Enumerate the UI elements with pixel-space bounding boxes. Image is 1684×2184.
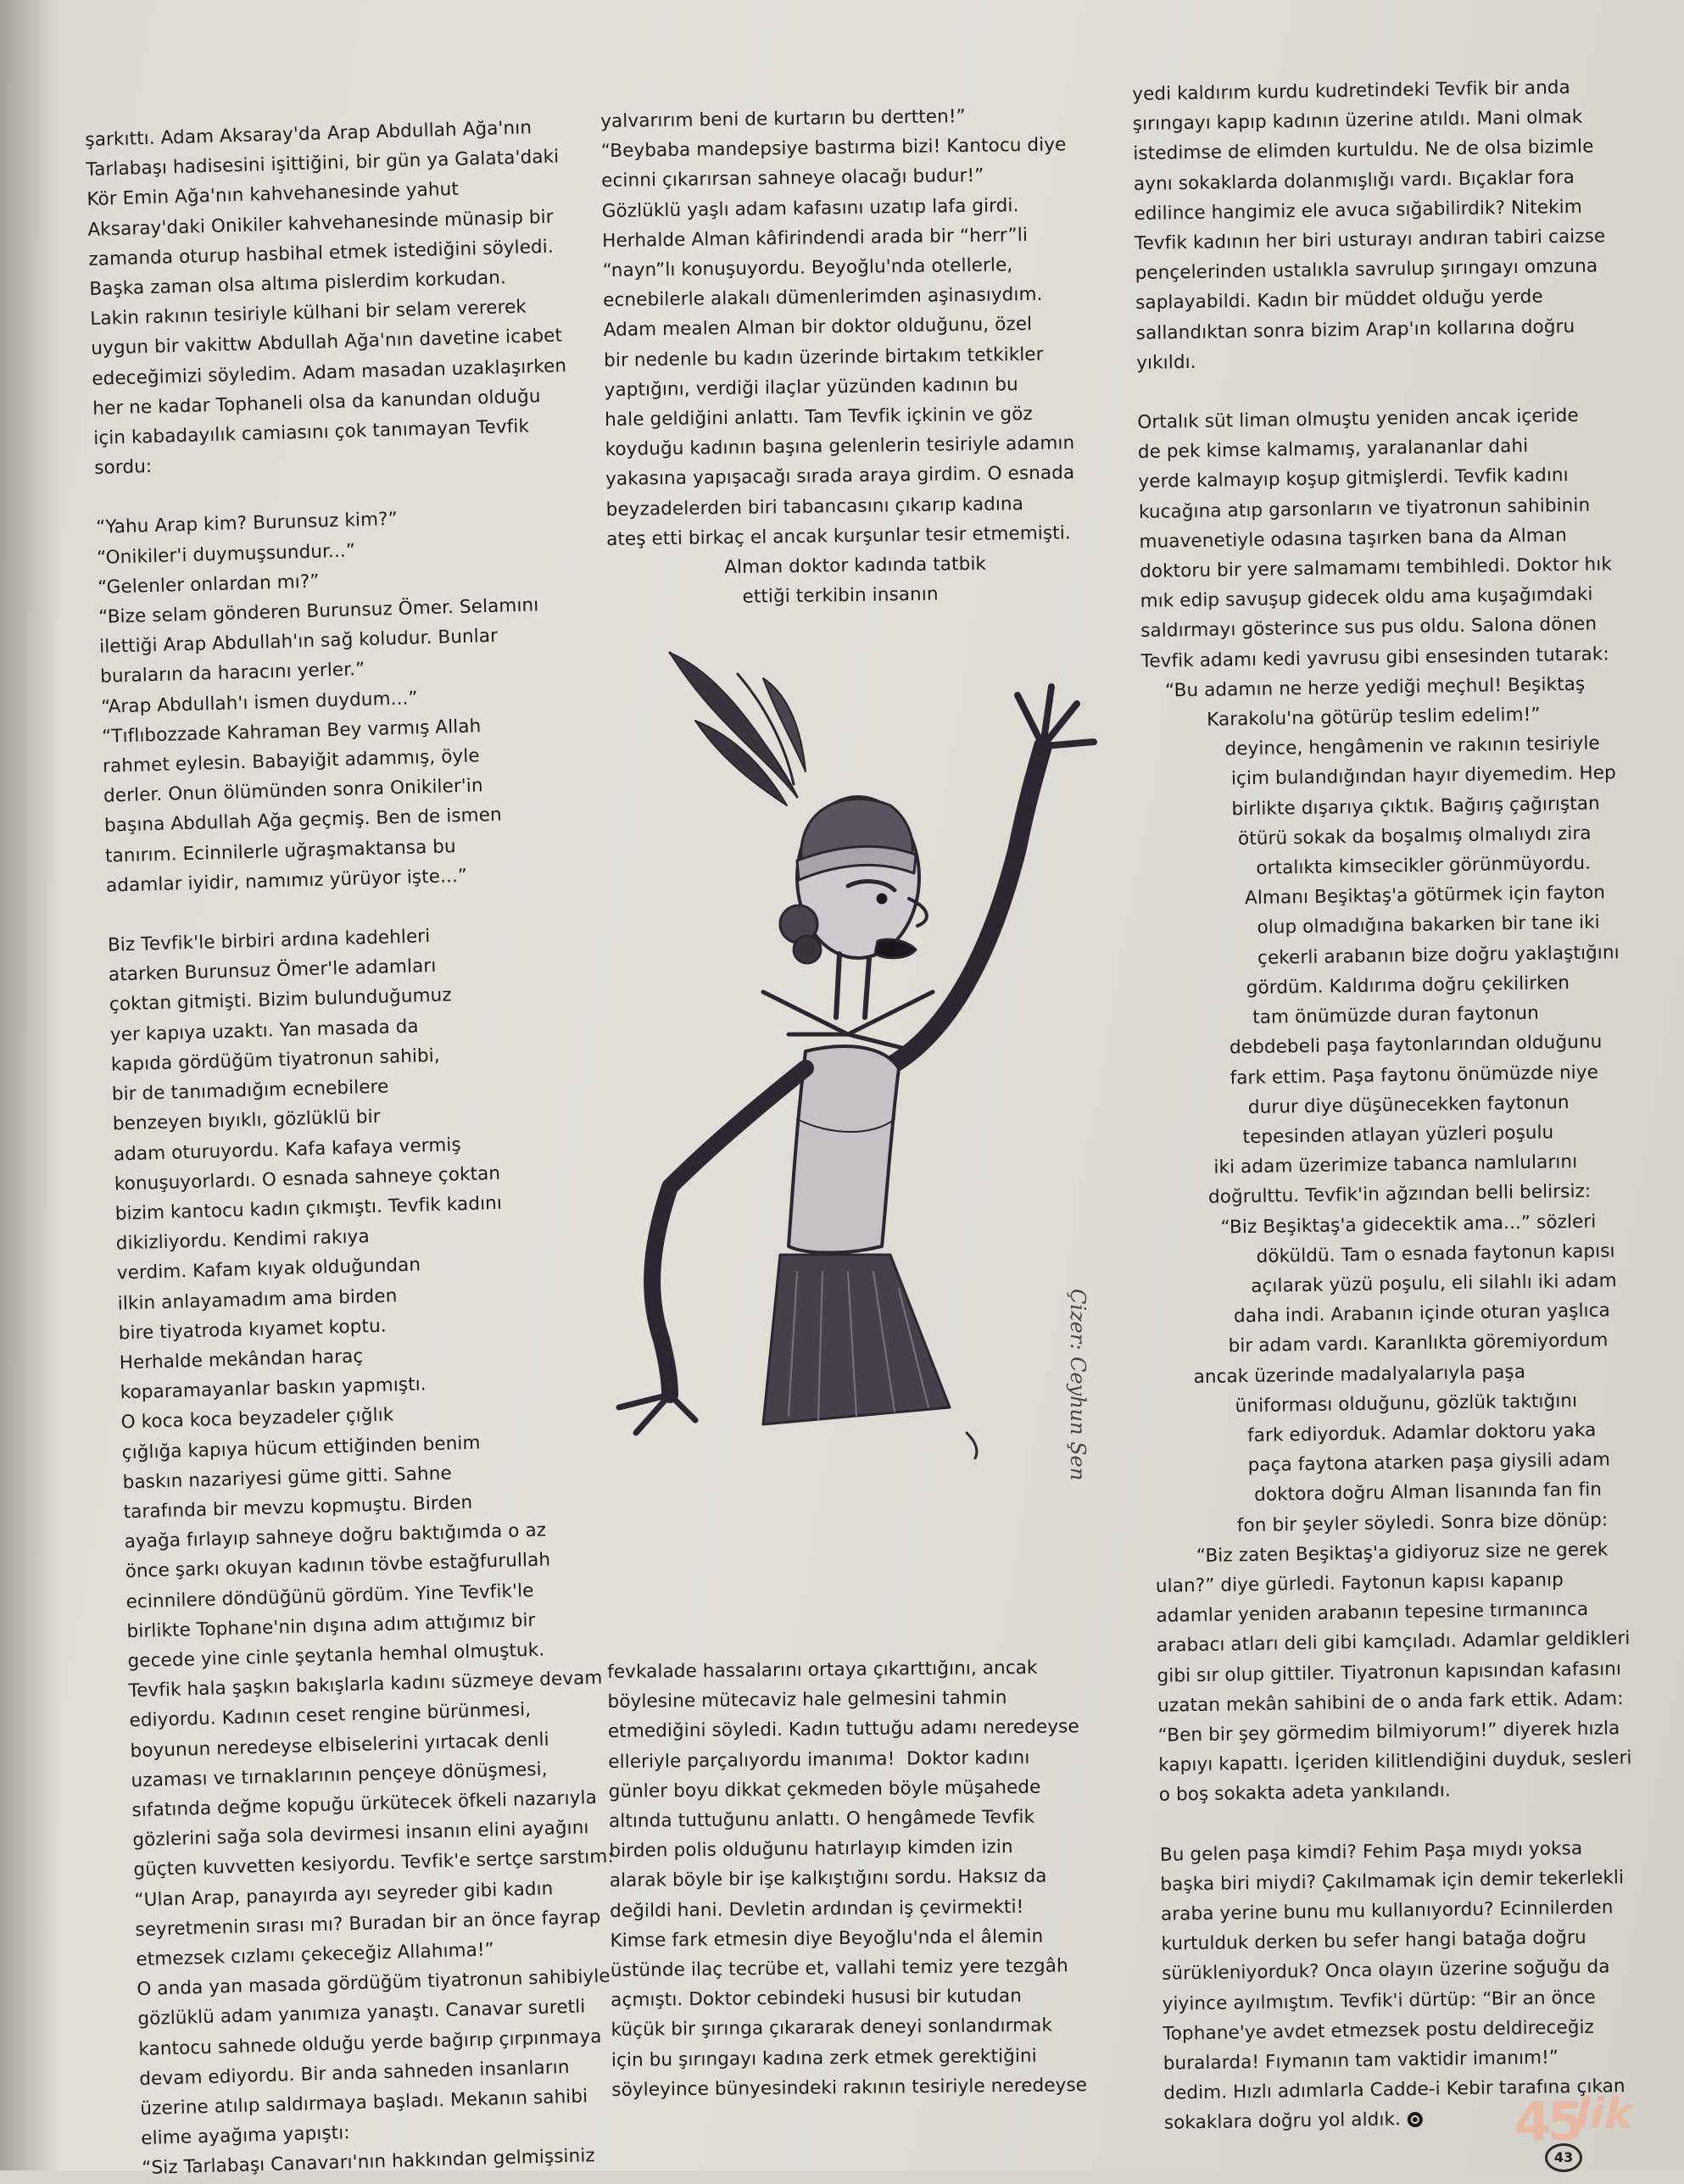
text-line: Tevfik adamı kedi yavrusu gibi ensesinden tutarak: [1140, 643, 1609, 672]
text-line: O anda yan masada gördüğüm tiyatronun sahibiyle [137, 1965, 611, 2001]
text-line: böylesine mütecaviz hale gelmesini tahmin [607, 1687, 1007, 1713]
text-line: sordu: [93, 456, 153, 480]
text-line: uzatan mekân sahibini de o anda fark ettik. Adam: [1157, 1687, 1624, 1717]
text-line: fark ediyorduk. Adamlar doktoru yaka [1152, 1419, 1597, 1448]
text-line: bire tiyatroda kıyamet koptu. [118, 1315, 388, 1345]
text-line: güçten kuvvetten kesiyordu. Tevfik'e sertçe sarstım: [133, 1846, 615, 1881]
text-line: sıfatında değme kopuğu ürkütecek öfkeli nazarıyla [131, 1786, 598, 1822]
text-line: uygun bir vakittw Abdullah Ağa'nın davetine icabet [91, 325, 563, 360]
text-line: Adam mealen Alman bir doktor olduğunu, özel [603, 314, 1033, 342]
page-number: 43 [1545, 2143, 1582, 2172]
text-line: birlikte dışarıya çıktık. Bağırış çağırıştan [1143, 793, 1601, 822]
text-line: seyretmenin sırası mı? Buradan bir an önce fayrap [135, 1906, 601, 1941]
text-line: Herhalde Alman kâfirindendi arada bir “herr”li [602, 224, 1029, 252]
text-line: adamlar yeniden arabanın tepesine tırmanınca [1156, 1598, 1589, 1627]
text-line: söyleyince bünyesindeki rakının tesiriyle neredeyse [611, 2074, 1088, 2101]
text-line: uzaması ve tırnaklarının pençeye dönüşmesi, [131, 1758, 548, 1791]
text-line: Biz Tevfik'le birbiri ardına kadehleri [107, 926, 431, 956]
text-line: birlikte Tophane'nin dışına adım attığımız bir [126, 1609, 536, 1643]
text-line: saldırmayı gösterince sus pus oldu. Salona dönen [1140, 613, 1598, 643]
text-line: rahmet eylesin. Babayiğit adammış, öyle [102, 745, 481, 777]
text-line: şarkıttı. Adam Aksaray'da Arap Abdullah Ağa'nın [85, 117, 533, 151]
text-line: paça faytona atarken paşa giysili adam [1153, 1449, 1611, 1478]
text-line: yaptığını, verdiği ilaçlar yüzünden kadının bu [604, 373, 1018, 401]
text-line: Alman doktor kadında tatbik [606, 553, 987, 580]
text-line: çoktan gitmişti. Bizim bulunduğumuz [109, 984, 453, 1017]
text-line: için bu şırıngayı kadına zerk etmek gerektiğini [611, 2045, 1037, 2071]
text-line: Herhalde mekândan haraç [119, 1346, 364, 1374]
text-line: zamanda oturup hasbihal etmek istediğini söyledi. [88, 236, 555, 270]
logo-number: 45 [1514, 2091, 1581, 2153]
text-line: deyince, hengâmenin ve rakının tesiriyle [1142, 733, 1600, 762]
text-line: aynı sokaklarda dolanmışlığı vardı. Bıçaklar fora [1133, 166, 1575, 195]
text-line: muavenetiyle odasına taşırken bana da Alman [1139, 524, 1568, 553]
illustration-credit: Çizer: Ceyhun Şen [1066, 1289, 1090, 1481]
text-line: “Tıflıbozzade Kahraman Bey varmış Allah [101, 716, 482, 748]
text-line: atarken Burunsuz Ömer'le adamları [108, 956, 437, 986]
text-line: Bu gelen paşa kimdi? Fehim Paşa mıydı yoksa [1159, 1837, 1583, 1866]
logo-word: lik [1575, 2089, 1633, 2138]
text-line: tepesinden atlayan yüzleri poşulu [1148, 1122, 1554, 1150]
text-line: ettiği terkibin insanın [606, 583, 939, 610]
text-line: ayağa fırlayıp sahneye doğru baktığımda o az [124, 1519, 547, 1553]
text-line: boyunun neredeyse elbiselerini yırtacak denli [130, 1729, 549, 1762]
text-line: “Onikiler'i duymuşsundur...” [96, 539, 356, 569]
text-column-middle-bottom [607, 1652, 1129, 2105]
text-line: iki adam üzerimize tabanca namlularını [1148, 1151, 1578, 1179]
text-line: konuşuyorlardı. O esnada sahneye çoktan [114, 1162, 501, 1195]
text-line: ecnebilerle alakalı dümenlerimden aşinasıydım. [603, 283, 1043, 312]
text-line: önce şarkı okuyan kadının tövbe estağfurullah [125, 1549, 551, 1583]
text-line: dedim. Hızlı adımlarla Cadde-i Kebir tarafına çıkan [1163, 2075, 1625, 2104]
text-line: üzerine atılıp saldırmaya başladı. Mekanın sahibi [140, 2086, 588, 2120]
text-line: “Beybaba mandepsiye bastırma bizi! Kantocu diye [600, 134, 1067, 163]
text-line: elime ayağıma yapıştı: [140, 2122, 350, 2150]
text-line: araba yerine bunu mu kullanıyordu? Ecinnilerden [1160, 1897, 1614, 1925]
text-line: istedimse de elimden kurtuldu. Ne de olsa bizimle [1133, 136, 1594, 165]
text-line: Lakin rakının tesiriyle külhani bir selam vererek [90, 296, 527, 331]
text-line: değildi hani. Devletin ardından iş çevirmekti! [610, 1896, 1024, 1922]
text-line: sallandıktan sonra bizim Arap'ın kollarına doğru [1135, 315, 1575, 344]
text-line: koyduğu kadının başına gelenlerin tesiriyle adamın [605, 432, 1075, 461]
text-line: tarafında bir mevzu kopmuştu. Birden [123, 1491, 473, 1524]
text-line: beyzadelerden biri tabancasını çıkarıp kadına [605, 493, 1024, 521]
text-line: o boş sokakta adeta yankılandı. [1158, 1780, 1452, 1807]
text-line: bir nedenle bu kadın üzerinde birtakım tetkikler [604, 343, 1044, 371]
text-line: Aksaray'daki Onikiler kahvehanesinde münasip bir [87, 206, 554, 241]
text-line: “Arap Abdullah'ı ismen duydum...” [100, 687, 419, 718]
text-line: çekerli arabanın bize doğru yaklaştığını [1146, 941, 1620, 971]
text-line: yiyince ayılmıştım. Tevfik'i dürtüp: “Bir an önce [1162, 1986, 1596, 2015]
text-line: “nayn”lı konuşuyordu. Beyoğlu'nda otellerle, [602, 254, 1013, 281]
text-line: Tevfik hala şaşkın bakışlarla kadını süzmeye devam [128, 1667, 603, 1702]
text-line: Başka zaman olsa altıma pislerdim korkudan. [89, 267, 507, 300]
text-line: altında tuttuğunu anlattı. O hengâmede Tevfik [608, 1806, 1035, 1833]
text-line: “Bu adamın ne herze yediği meçhul! Beşiktaş [1141, 673, 1586, 702]
text-line: fark ettim. Paşa faytonu önümüzde niye [1147, 1061, 1599, 1090]
text-line: kapıda gördüğüm tiyatronun sahibi, [110, 1045, 441, 1076]
text-line: kurtulduk derken bu sefer hangi batağa doğru [1161, 1927, 1586, 1955]
text-line: şırıngayı kapıp kadının üzerine atıldı. Mani olmak [1132, 106, 1583, 136]
text-line: durur diye düşünecekken faytonun [1147, 1091, 1570, 1120]
text-line: başka biri miydi? Çakılmamak için demir tekerlekli [1160, 1866, 1625, 1896]
text-line: bizim kantocu kadın çıkmıştı. Tevfik kadını [114, 1192, 503, 1225]
text-line: Kimse fark etmesin diye Beyoğlu'nda el âlemin [610, 1925, 1044, 1952]
text-line: ilettiği Arap Abdullah'ın sağ koludur. Bunlar [98, 625, 499, 659]
text-line: Gözlüklü yaşlı adam kafasını uzatıp lafa girdi. [601, 194, 1019, 222]
text-line: yıkıldı. [1136, 351, 1196, 374]
text-line: etmezsek cızlamı çekeceğiz Allahıma!” [136, 1939, 495, 1971]
text-line: devam ediyordu. Bir anda sahneden insanların [139, 2056, 570, 2090]
text-line: açılarak yüzü poşulu, eli silahlı iki adam [1151, 1270, 1617, 1299]
text-line: “Bize selam gönderen Burunsuz Ömer. Selamını [98, 594, 539, 628]
text-line: üstünde ilaç tecrübe et, vallahi temiz yere tezgâh [610, 1955, 1068, 1982]
text-line: için kabadayılık camiasını çok tanımayan Tevfik [92, 415, 530, 449]
text-line: başına Abdullah Ağa geçmiş. Ben de ismen [103, 805, 503, 838]
text-line: olup olmadığına bakarken bir tane iki [1145, 911, 1600, 941]
text-line: Tophane'ye avdet etmezsek postu deldireceğiz [1163, 2016, 1595, 2045]
text-line: çığlığa kapıya hücum ettiğinden benim [121, 1432, 481, 1463]
text-line: Tarlabaşı hadisesini işittiğini, bir gün ya Galata'daki [86, 146, 560, 181]
text-line: “Biz zaten Beşiktaş'a gidiyoruz size ne gerek [1155, 1539, 1609, 1568]
text-line: Karakolu'na götürüp teslim edelim!” [1141, 704, 1541, 732]
text-line: birden polis olduğunu hatırlayıp kimden izin [609, 1836, 1013, 1863]
text-line: edeceğimizi söyledim. Adam masadan uzaklaşırken [92, 354, 567, 390]
text-line: yerde kalmayıp koşup gitmişlerdi. Tevfik kadını [1138, 465, 1569, 493]
text-line: doğrulttu. Tevfik'in ağzından belli belirsiz: [1149, 1180, 1592, 1210]
end-marker-icon [1408, 2112, 1423, 2127]
text-line: açmıştı. Doktor cebindeki hususi bir kutudan [611, 1986, 1023, 2012]
text-line: gördüm. Kaldırıma doğru çekilirken [1146, 972, 1570, 1000]
text-line: tanırım. Ecinnilerle uğraşmaktansa bu [104, 835, 457, 867]
text-line: “Ben bir şey görmedim bilmiyorum!” diyerek hızla [1157, 1718, 1620, 1747]
text-line: ilkin anlayamadım ama birden [117, 1284, 398, 1314]
text-line: debdebeli paşa faytonlarından olduğunu [1146, 1031, 1603, 1061]
text-line: ateş etti birkaç el ancak kurşunlar tesir etmemişti. [605, 522, 1071, 550]
text-line: baskın nazariyesi güme gitti. Sahne [122, 1462, 453, 1494]
text-line: döküldü. Tam o esnada faytonun kapısı [1150, 1240, 1615, 1269]
text-line: Almanı Beşiktaş'a götürmek için fayton [1145, 882, 1606, 911]
text-line: üniforması olduğunu, gözlük taktığını [1152, 1390, 1578, 1418]
text-line: her ne kadar Tophaneli olsa da kanundan olduğu [92, 385, 541, 420]
text-line: kucağına atıp garsonların ve tiyatronun sahibinin [1138, 494, 1591, 523]
text-line: bir de tanımadığım ecnebilere [111, 1076, 389, 1106]
text-line: “Siz Tarlabaşı Canavarı'nın hakkından gelmişsiniz [141, 2145, 596, 2180]
text-line: derler. Onun ölümünden sonra Onikiler'in [103, 775, 483, 807]
text-line: gözlerini sağa sola devirmesi insanın elini ayağını [132, 1817, 589, 1852]
text-line: alarak böyle bir işe kalkıştığını sordu. Haksız da [609, 1866, 1047, 1892]
text-line: edilince hangimiz ele avuca sığabilirdik? Nitekim [1134, 196, 1582, 225]
binding-shadow [0, 0, 59, 2170]
text-line: gözlüklü adam yanımıza yanaştı. Canavar suretli [137, 1996, 586, 2031]
text-line: “Ulan Arap, panayırda ayı seyreder gibi kadın [134, 1877, 554, 1911]
text-column-middle-top [600, 99, 1133, 614]
text-line: de pek kimse kalmamış, yaralananlar dahi [1137, 435, 1529, 464]
text-line: mık edip savuşup gidecek oldu ama kuşağımdaki [1140, 583, 1593, 613]
text-line: O koca koca beyzadeler çığlık [120, 1404, 394, 1434]
text-line: ecinnilere döndüğünü gördüm. Yine Tevfik'le [125, 1580, 534, 1613]
text-line: ulan?” diye gürledi. Faytonun kapısı kapanıp [1155, 1569, 1564, 1597]
text-line: arabacı atları deli gibi kamçıladı. Adamlar geldikleri [1156, 1628, 1631, 1658]
text-line: adamlar iyidir, namımız yürüyor işte...” [105, 865, 468, 897]
text-line: etmediğini söyledi. Kadın tuttuğu adamı neredeyse [607, 1716, 1079, 1743]
text-line: ötürü sokak da boşalmış olmalıydı zira [1143, 822, 1592, 851]
text-line: kapıyı kapattı. İçeriden kilitlendiğini duyduk, sesleri [1158, 1747, 1632, 1776]
text-line: ecinni çıkarırsan sahneye olacağı budur!” [601, 165, 984, 192]
text-line: dikizliyordu. Kendimi rakıya [115, 1226, 371, 1255]
text-line: ortalıkta kimsecikler görünmüyordu. [1144, 852, 1592, 881]
text-line: elleriyle parçalıyordu imanıma! Doktor kadını [608, 1747, 1030, 1773]
text-line: hale geldiğini anlattı. Tam Tevfik içkinin ve göz [604, 403, 1033, 431]
text-line: pençelerinden ustalıkla savrulup şırıngayı omzuna [1135, 255, 1598, 285]
text-line: fevkalade hassalarını ortaya çıkarttığını, ancak [607, 1657, 1038, 1683]
text-line: adam oturuyordu. Kafa kafaya vermiş [113, 1134, 462, 1166]
text-line: tam önümüzde duran faytonun [1146, 1002, 1540, 1030]
text-line: kantocu sahnede olduğu yerde bağırıp çırpınmaya [138, 2025, 602, 2060]
text-line: gecede yine cinle şeytanla hemhal olmuştuk. [127, 1639, 545, 1673]
text-line: yalvarırım beni de kurtarın bu dertten!” [600, 105, 967, 132]
text-line: içim bulandığından hayır diyemedim. Hep [1142, 762, 1616, 792]
text-line: benzeyen bıyıklı, gözlüklü bir [112, 1106, 381, 1135]
text-line: Ortalık süt liman olmuştu yeniden ancak içeride [1137, 404, 1579, 433]
text-column-right [1132, 72, 1673, 2139]
text-line: saplayabildi. Kadın bir müddet olduğu yerde [1135, 286, 1543, 315]
text-line: Kör Emin Ağa'nın kahvehanesinde yahut [86, 179, 460, 211]
text-line: ancak üzerinde madalyalarıyla paşa [1151, 1361, 1526, 1389]
text-line: yedi kaldırım kurdu kudretindeki Tevfik bir anda [1132, 76, 1571, 105]
text-line: sürükleniyorduk? Onca olayın üzerine soğuğu da [1161, 1956, 1610, 1986]
text-line: gibi sır olup gittiler. Tiyatronun kapısından kafasını [1157, 1658, 1622, 1687]
illustration-dancing-woman [594, 593, 1136, 1543]
text-line: “Biz Beşiktaş'a gidecektik ama...” sözleri [1150, 1211, 1597, 1240]
text-line: ediyordu. Kadının ceset rengine bürünmesi, [129, 1699, 532, 1732]
text-line: “Yahu Arap kim? Burunsuz kim?” [95, 509, 399, 539]
text-line: küçük bir şırınga çıkararak deneyi sonlandırmak [611, 2014, 1053, 2042]
text-line: günler boyu dikkat çekmeden böyle müşahede [608, 1776, 1041, 1802]
text-line: yer kapıya uzaktı. Yan masada da [109, 1016, 420, 1046]
text-line: fon bir şeyler söyledi. Sonra bize dönüp: [1154, 1508, 1609, 1538]
text-line: “Gelenler onlardan mı?” [97, 571, 320, 599]
text-line: yakasına yapışacağı sırada araya girdim. O esnada [605, 462, 1075, 491]
text-line: daha indi. Arabanın içinde oturan yaşlıca [1151, 1300, 1611, 1329]
text-line: buralarda! Fıymanın tam vaktidir imanım!” [1163, 2047, 1559, 2075]
magazine-logo [1508, 2089, 1677, 2165]
text-line: buraların da haracını yerler.” [99, 659, 365, 688]
text-line: doktoru bir yere salmamamı tembihledi. Doktor hık [1139, 554, 1613, 582]
text-line: sokaklara doğru yol aldık. [1164, 2101, 1673, 2139]
text-line: bir adam vardı. Karanlıkta göremiyordum [1151, 1329, 1609, 1359]
text-column-left [85, 111, 651, 2183]
text-line: Tevfik kadının her biri usturayı andıran tabiri caizse [1134, 226, 1606, 254]
text-line: verdim. Kafam kıyak olduğundan [116, 1254, 421, 1284]
text-line: koparamayanlar baskın yapmıştı. [120, 1373, 427, 1404]
text-line: doktora doğru Alman lisanında fan fin [1154, 1479, 1603, 1508]
